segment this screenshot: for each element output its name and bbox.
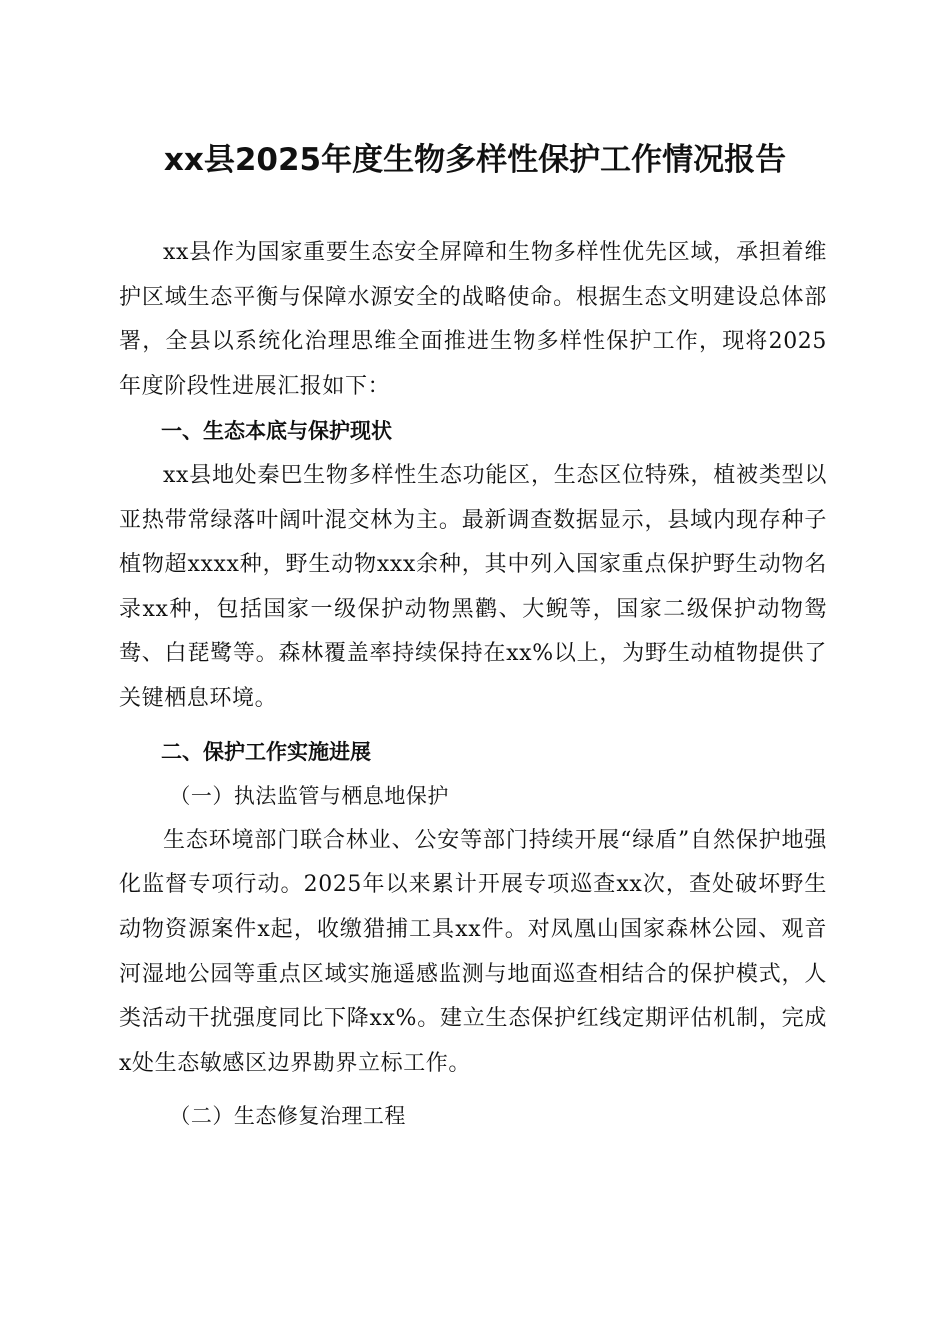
subsection-1-heading: （一）执法监管与栖息地保护 xyxy=(169,784,449,809)
document-body xyxy=(119,231,827,1139)
subsection-2-heading: （二）生态修复治理工程 xyxy=(169,1104,406,1129)
spacer xyxy=(119,722,827,730)
intro-paragraph: xx县作为国家重要生态安全屏障和生物多样性优先区域，承担着维护区域生态平衡与保障水源安全的战略使命。根据生态文明建设总体部署，全县以系统化治理思维全面推进生物多样性保护工作，现将2025年度阶段性进展汇报如下： xyxy=(119,240,827,399)
section-1-paragraph: xx县地处秦巴生物多样性生态功能区，生态区位特殊，植被类型以亚热带常绿落叶阔叶混交林为主。最新调查数据显示，县域内现存种子植物超xxxx种，野生动物xxx余种，其中列入国家重点保护野生动物名录xx种，包括国家一级保护动物黑鹳、大鲵等，国家二级保护动物鸳鸯、白琵鹭等。森林覆盖率持续保持在xx%以上，为野生动植物提供了关键栖息环境。 xyxy=(119,462,827,711)
section-1-heading: 一、生态本底与保护现状 xyxy=(161,419,392,444)
subsection-1-paragraph: 生态环境部门联合林业、公安等部门持续开展“绿盾”自然保护地强化监督专项行动。2025年以来累计开展专项巡查xx次，查处破坏野生动物资源案件x起，收缴猎捕工具xx件。对凤凰山国家森林公园、观音河湿地公园等重点区域实施遥感监测与地面巡查相结合的保护模式，人类活动干扰强度同比下降xx%。建立生态保护红线定期评估机制，完成x处生态敏感区边界勘界立标工作。 xyxy=(119,827,827,1076)
spacer xyxy=(119,1086,827,1094)
document-title: xx县2025年度生物多样性保护工作情况报告 xyxy=(163,142,787,178)
section-2-heading: 二、保护工作实施进展 xyxy=(161,739,371,764)
